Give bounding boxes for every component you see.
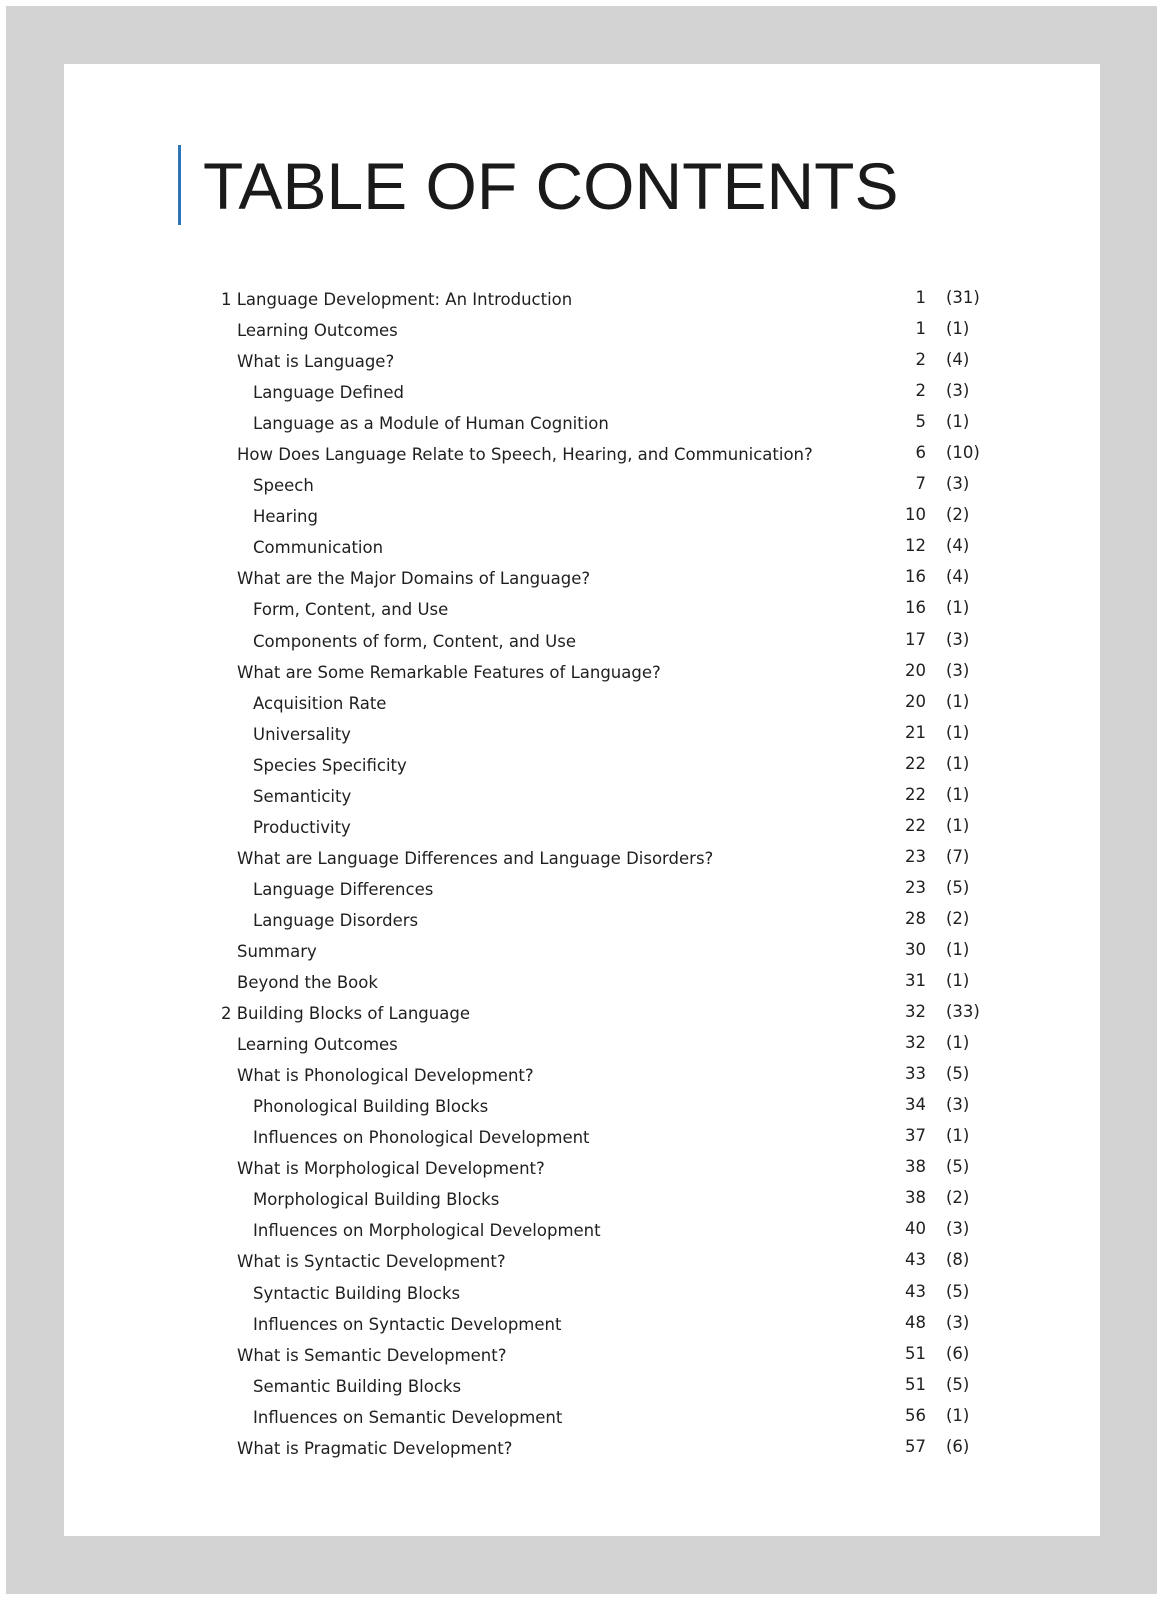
toc-entry-label: Summary bbox=[237, 941, 317, 961]
toc-entry-label: Communication bbox=[253, 538, 384, 558]
toc-entry[interactable] bbox=[0, 1404, 1163, 1435]
toc-page-number: 23 bbox=[905, 846, 926, 866]
toc-entry-label: Influences on Semantic Development bbox=[253, 1407, 563, 1427]
toc-page-number: 21 bbox=[905, 722, 926, 742]
toc-entry-label: Language Differences bbox=[253, 879, 434, 899]
toc-page-number: 23 bbox=[905, 877, 926, 897]
toc-page-number: 38 bbox=[905, 1188, 926, 1208]
toc-page-count: (1) bbox=[946, 784, 970, 804]
toc-entry-label: Universality bbox=[253, 724, 351, 744]
toc-entry[interactable] bbox=[0, 659, 1163, 690]
toc-page-count: (1) bbox=[946, 598, 970, 618]
toc-entry[interactable] bbox=[0, 1280, 1163, 1311]
toc-page-number: 37 bbox=[905, 1126, 926, 1146]
toc-page-count: (1) bbox=[946, 753, 970, 773]
toc-entry-label: Influences on Syntactic Development bbox=[253, 1314, 562, 1334]
toc-entry-label: Components of form, Content, and Use bbox=[253, 631, 576, 651]
toc-page-number: 1 bbox=[915, 319, 926, 339]
toc-entry[interactable] bbox=[0, 1186, 1163, 1217]
toc-entry-label: 1 Language Development: An Introduction bbox=[221, 290, 573, 309]
toc-page-number: 38 bbox=[905, 1157, 926, 1177]
toc-entry[interactable] bbox=[0, 565, 1163, 596]
toc-entry[interactable] bbox=[0, 1062, 1163, 1093]
toc-entry-label: What are Language Differences and Language Disorders? bbox=[237, 848, 714, 868]
toc-page-number: 57 bbox=[905, 1436, 926, 1456]
toc-entry[interactable] bbox=[0, 907, 1163, 938]
toc-entry-label: Beyond the Book bbox=[237, 973, 378, 993]
toc-entry-label: 2 Building Blocks of Language bbox=[221, 1004, 470, 1024]
toc-page-count: (31) bbox=[946, 288, 980, 307]
toc-page-number: 17 bbox=[905, 629, 926, 649]
toc-page-count: (3) bbox=[946, 474, 970, 494]
toc-entry[interactable] bbox=[0, 1373, 1163, 1404]
toc-chapter-entry[interactable] bbox=[0, 286, 1163, 317]
toc-entry-label: Phonological Building Blocks bbox=[253, 1097, 489, 1117]
toc-page-count: (4) bbox=[946, 567, 970, 587]
toc-page-number: 16 bbox=[905, 598, 926, 618]
toc-page-number: 2 bbox=[915, 350, 926, 370]
toc-page-count: (1) bbox=[946, 722, 970, 742]
toc-entry-label: Hearing bbox=[253, 507, 318, 527]
toc-page-count: (8) bbox=[946, 1250, 970, 1270]
toc-page-count: (1) bbox=[946, 691, 970, 711]
toc-entry[interactable] bbox=[0, 783, 1163, 814]
toc-page-count: (4) bbox=[946, 536, 970, 556]
toc-page-count: (4) bbox=[946, 350, 970, 370]
toc-entry-label: Learning Outcomes bbox=[237, 1035, 398, 1055]
toc-entry-label: What is Language? bbox=[237, 352, 395, 372]
toc-page-count: (3) bbox=[946, 1219, 970, 1239]
toc-entry-label: Language Disorders bbox=[253, 910, 419, 930]
toc-page-number: 22 bbox=[905, 753, 926, 773]
toc-entry-label: Language as a Module of Human Cognition bbox=[253, 414, 609, 434]
toc-page-count: (10) bbox=[946, 443, 980, 463]
toc-page-count: (1) bbox=[946, 1405, 970, 1425]
toc-entry[interactable] bbox=[0, 1248, 1163, 1279]
toc-entry-label: How Does Language Relate to Speech, Hearing, and Communication? bbox=[237, 445, 813, 465]
toc-entry-label: What is Phonological Development? bbox=[237, 1066, 534, 1086]
toc-page-count: (1) bbox=[946, 319, 970, 339]
toc-entry[interactable] bbox=[0, 876, 1163, 907]
toc-entry-label: Species Specificity bbox=[253, 755, 407, 775]
toc-page-number: 40 bbox=[905, 1219, 926, 1239]
toc-page-count: (1) bbox=[946, 971, 970, 991]
toc-entry[interactable] bbox=[0, 814, 1163, 845]
toc-entry-label: What is Semantic Development? bbox=[237, 1345, 507, 1365]
toc-entry-label: Language Defined bbox=[253, 383, 405, 403]
toc-page-count: (5) bbox=[946, 1374, 970, 1394]
toc-entry[interactable] bbox=[0, 1031, 1163, 1062]
toc-page-number: 31 bbox=[905, 971, 926, 991]
toc-page-number: 1 bbox=[915, 288, 926, 307]
toc-page-number: 6 bbox=[915, 443, 926, 463]
toc-page-count: (1) bbox=[946, 815, 970, 835]
toc-page-count: (1) bbox=[946, 1126, 970, 1146]
toc-page-number: 48 bbox=[905, 1312, 926, 1332]
toc-entry-label: What are Some Remarkable Features of Language? bbox=[237, 662, 661, 682]
toc-page-count: (2) bbox=[946, 1188, 970, 1208]
toc-page-count: (2) bbox=[946, 908, 970, 928]
toc-entry[interactable] bbox=[0, 1124, 1163, 1155]
toc-page-count: (6) bbox=[946, 1436, 970, 1456]
toc-page-number: 20 bbox=[905, 660, 926, 680]
toc-page-count: (5) bbox=[946, 1157, 970, 1177]
table-of-contents bbox=[0, 286, 1163, 1466]
toc-page-number: 20 bbox=[905, 691, 926, 711]
toc-entry[interactable] bbox=[0, 969, 1163, 1000]
toc-page-number: 28 bbox=[905, 908, 926, 928]
toc-entry-label: Semanticity bbox=[253, 786, 352, 806]
toc-page-number: 2 bbox=[915, 381, 926, 401]
toc-entry-label: Acquisition Rate bbox=[253, 693, 387, 713]
toc-page-number: 43 bbox=[905, 1250, 926, 1270]
toc-entry[interactable] bbox=[0, 690, 1163, 721]
toc-entry-label: Morphological Building Blocks bbox=[253, 1190, 500, 1210]
toc-entry-label: Syntactic Building Blocks bbox=[253, 1283, 461, 1303]
toc-entry[interactable] bbox=[0, 441, 1163, 472]
toc-page-count: (6) bbox=[946, 1343, 970, 1363]
toc-entry-label: Productivity bbox=[253, 817, 351, 837]
toc-page-number: 56 bbox=[905, 1405, 926, 1425]
toc-entry[interactable] bbox=[0, 628, 1163, 659]
toc-entry[interactable] bbox=[0, 596, 1163, 627]
toc-entry-label: Form, Content, and Use bbox=[253, 600, 449, 620]
toc-entry-label: Speech bbox=[253, 476, 314, 496]
toc-page-number: 43 bbox=[905, 1281, 926, 1301]
toc-page-count: (33) bbox=[946, 1002, 980, 1022]
toc-entry-label: Influences on Phonological Development bbox=[253, 1128, 590, 1148]
toc-entry[interactable] bbox=[0, 1155, 1163, 1186]
toc-page-number: 32 bbox=[905, 1002, 926, 1022]
toc-page-count: (3) bbox=[946, 629, 970, 649]
toc-page-number: 10 bbox=[905, 505, 926, 525]
toc-entry[interactable] bbox=[0, 348, 1163, 379]
toc-chapter-entry[interactable] bbox=[0, 1000, 1163, 1031]
toc-page-number: 22 bbox=[905, 784, 926, 804]
toc-page-count: (5) bbox=[946, 1064, 970, 1084]
toc-page-number: 7 bbox=[915, 474, 926, 494]
toc-page-count: (3) bbox=[946, 1312, 970, 1332]
toc-page-count: (1) bbox=[946, 1033, 970, 1053]
toc-entry-label: What is Syntactic Development? bbox=[237, 1252, 506, 1272]
toc-page-count: (1) bbox=[946, 939, 970, 959]
toc-entry-label: What are the Major Domains of Language? bbox=[237, 569, 591, 589]
toc-page-number: 16 bbox=[905, 567, 926, 587]
toc-page-count: (3) bbox=[946, 660, 970, 680]
toc-page-count: (5) bbox=[946, 877, 970, 897]
toc-entry[interactable] bbox=[0, 1311, 1163, 1342]
toc-entry[interactable] bbox=[0, 845, 1163, 876]
toc-entry-label: What is Morphological Development? bbox=[237, 1159, 545, 1179]
toc-page-count: (3) bbox=[946, 381, 970, 401]
toc-entry[interactable] bbox=[0, 752, 1163, 783]
toc-entry[interactable] bbox=[0, 503, 1163, 534]
toc-page-count: (7) bbox=[946, 846, 970, 866]
toc-entry[interactable] bbox=[0, 938, 1163, 969]
toc-entry[interactable] bbox=[0, 379, 1163, 410]
toc-page-number: 5 bbox=[915, 412, 926, 432]
toc-entry[interactable] bbox=[0, 721, 1163, 752]
toc-page-number: 12 bbox=[905, 536, 926, 556]
toc-entry-label: Influences on Morphological Development bbox=[253, 1221, 601, 1241]
toc-entry[interactable] bbox=[0, 1342, 1163, 1373]
toc-page-number: 33 bbox=[905, 1064, 926, 1084]
toc-entry[interactable] bbox=[0, 472, 1163, 503]
toc-page-number: 30 bbox=[905, 939, 926, 959]
toc-page-number: 22 bbox=[905, 815, 926, 835]
toc-page-count: (2) bbox=[946, 505, 970, 525]
toc-entry-label: Learning Outcomes bbox=[237, 321, 398, 341]
toc-page-number: 32 bbox=[905, 1033, 926, 1053]
title-accent-bar bbox=[178, 145, 181, 225]
toc-page-number: 51 bbox=[905, 1343, 926, 1363]
toc-page-number: 34 bbox=[905, 1095, 926, 1115]
toc-entry[interactable] bbox=[0, 317, 1163, 348]
page-title: TABLE OF CONTENTS bbox=[203, 149, 899, 223]
toc-page-count: (5) bbox=[946, 1281, 970, 1301]
toc-page-number: 51 bbox=[905, 1374, 926, 1394]
toc-page-count: (3) bbox=[946, 1095, 970, 1115]
toc-entry[interactable] bbox=[0, 1435, 1163, 1466]
toc-entry[interactable] bbox=[0, 534, 1163, 565]
toc-entry-label: Semantic Building Blocks bbox=[253, 1376, 462, 1396]
toc-entry[interactable] bbox=[0, 410, 1163, 441]
toc-entry[interactable] bbox=[0, 1217, 1163, 1248]
toc-entry[interactable] bbox=[0, 1093, 1163, 1124]
toc-page-count: (1) bbox=[946, 412, 970, 432]
toc-entry-label: What is Pragmatic Development? bbox=[237, 1438, 513, 1458]
